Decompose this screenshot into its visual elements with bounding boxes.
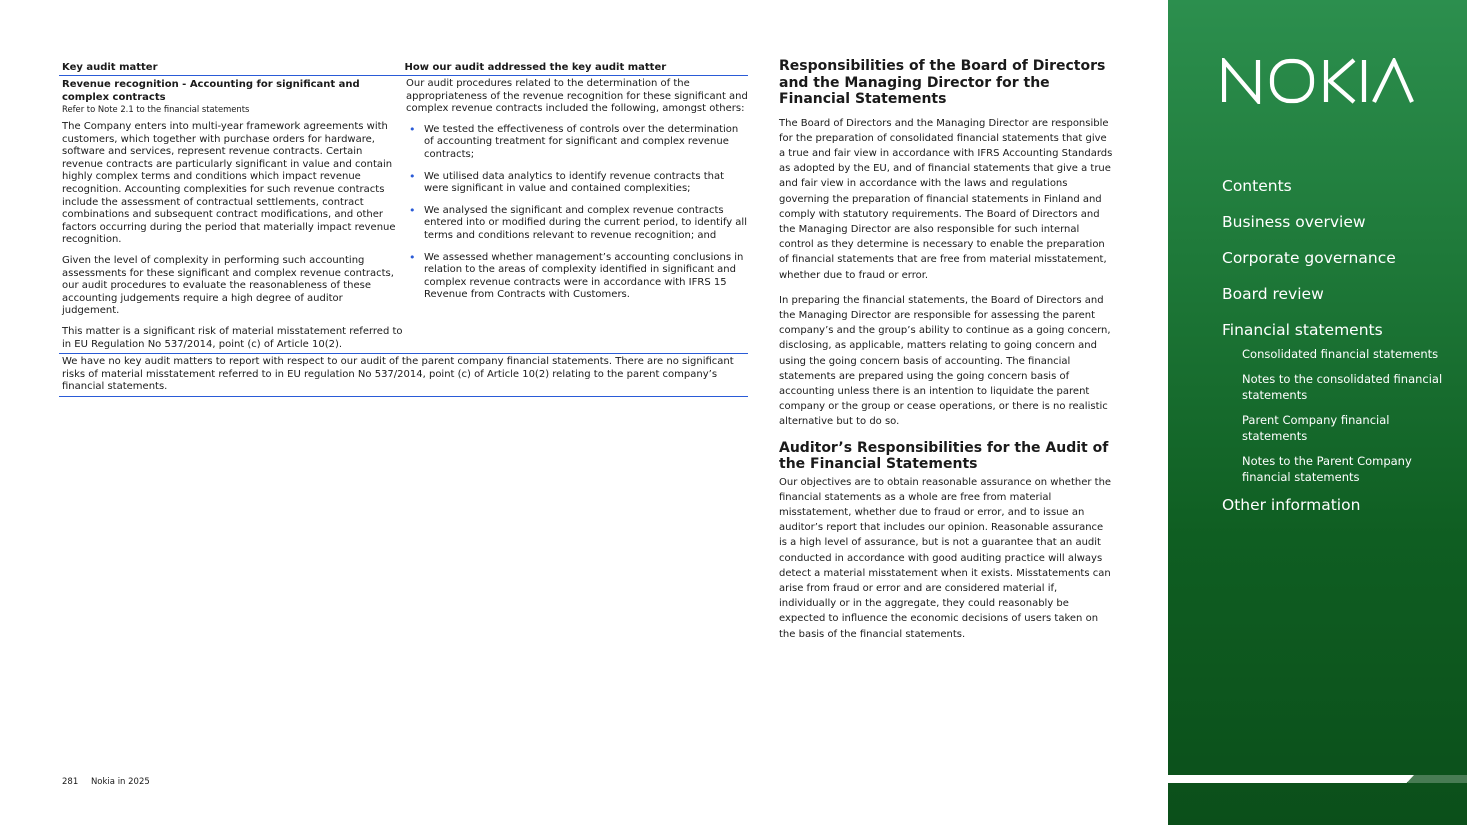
publication-name: Nokia in 2025 (90, 777, 150, 787)
progress-bar-track (1408, 775, 1467, 783)
list-item: • We assessed whether management’s accounting conclusions in relation to the areas of complexity identified in significant and complex revenue contracts were in accordance with IFRS 15 Revenue from Contracts with Customers. (406, 252, 748, 302)
nav-item-other-information[interactable]: Other information (1222, 495, 1361, 514)
section-title: Auditor’s Responsibilities for the Audit of the Financial Statements (779, 439, 1109, 473)
header-how-addressed: How our audit addressed the key audit matter (404, 62, 667, 73)
subnav-notes-parent-company[interactable]: Notes to the Parent Company financial statements (1242, 453, 1412, 484)
body-paragraph: The Board of Directors and the Managing Director are responsible for the preparation of consolidated financial statements that give a true and fair view in accordance with IFRS Accounting Standards as adopted by the EU, and of financial statements that give a true and fair view in accordance with the laws and regulations governing the preparation of financial statements in Finland and comply with statutory requirements. The Board of Directors and the Managing Director are also responsible for such internal control as they determine is necessary to enable the preparation of financial statements that are free from material misstatement, whether due to fraud or error. (779, 117, 1113, 281)
response-intro: Our audit procedures related to the determination of the appropriateness of the revenue recognition for these significant and complex revenue contracts included the following, amongst others: (406, 78, 748, 115)
sidebar-nav (1222, 176, 1452, 531)
responsibilities-column (779, 58, 1114, 652)
list-item: • We analysed the significant and complex revenue contracts entered into or modified during the current period, to identify all terms and conditions relevant to revenue recognition; and (406, 205, 748, 243)
nokia-logo[interactable] (1222, 58, 1414, 104)
progress-bar-highlight (1168, 775, 1414, 783)
key-audit-matter-table (59, 61, 748, 397)
header-key-audit-matter: Key audit matter (62, 62, 158, 73)
matter-reference: Refer to Note 2.1 to the financial statements (62, 104, 250, 114)
nav-item-business-overview[interactable]: Business overview (1222, 213, 1366, 231)
matter-paragraph: Given the level of complexity in performing such accounting assessments for these significant and complex revenue contracts, our audit procedures to evaluate the reasonableness of these accounting judgements require a high degree of auditor judgement. (62, 254, 394, 317)
matter-paragraph: The Company enters into multi-year framework agreements with customers, which together with purchase orders for hardware, software and services, represent revenue contracts. Certain revenue contracts are particularly significant in value and contain highly complex terms and conditions which impact revenue recognition. Accounting complexities for such revenue contracts include the assessment of contractual settlements, contract combinations and subsequent contract modifications, and other factors occurring during the period that materially impact revenue recognition. (62, 121, 396, 246)
nav-item-board-review[interactable]: Board review (1222, 285, 1324, 303)
body-paragraph: Our objectives are to obtain reasonable assurance on whether the financial statements as a whole are free from material misstatement, whether due to fraud or error, and to issue an auditor’s report that includes our opinion. Reasonable assurance is a high level of assurance, but is not a guarantee that an audit conducted in accordance with good auditing practice will always detect a material misstatement when it exists. Misstatements can arise from fraud or error and are considered material if, individually or in the aggregate, they could reasonably be expected to influence the economic decisions of users taken on the basis of the financial statements. (779, 476, 1112, 640)
response-bullet-list (406, 124, 748, 302)
matter-cell (59, 76, 403, 353)
nav-item-contents[interactable]: Contents (1222, 177, 1292, 195)
nav-item-financial-statements[interactable]: Financial statements (1222, 321, 1383, 339)
response-cell (403, 76, 748, 353)
list-item: • We tested the effectiveness of controls over the determination of accounting treatment for significant and complex revenue contracts; (406, 124, 748, 162)
table-header (59, 61, 748, 76)
page-footer (62, 777, 160, 787)
subnav-notes-consolidated[interactable]: Notes to the consolidated financial statements (1242, 371, 1443, 402)
list-item: • We utilised data analytics to identify revenue contracts that were significant in value and contained complexities; (406, 171, 748, 196)
table-row (59, 76, 748, 354)
subnav-parent-company-financial-statements[interactable]: Parent Company financial statements (1242, 412, 1390, 443)
body-paragraph: In preparing the financial statements, the Board of Directors and the Managing Director are responsible for assessing the parent company’s and the group’s ability to continue as a going concern, disclosing, as applicable, matters relating to going concern and using the going concern basis of accounting. The financial statements are prepared using the going concern basis of accounting unless there is an intention to liquidate the parent company or the group or cease operations, or there is no realistic alternative but to do so. (779, 294, 1111, 428)
matter-paragraph: This matter is a significant risk of material misstatement referred to in EU Regulation No 537/2014, point (c) of Article 10(2). (62, 325, 403, 350)
section-title: Responsibilities of the Board of Directors and the Managing Director for the Financial Statements (779, 58, 1106, 107)
page-number: 281 (62, 777, 79, 787)
navigation-sidebar (1168, 0, 1467, 825)
financial-statements-subnav (1222, 346, 1452, 486)
nav-item-corporate-governance[interactable]: Corporate governance (1222, 249, 1396, 267)
subnav-consolidated-financial-statements[interactable]: Consolidated financial statements (1242, 347, 1439, 361)
parent-company-note: We have no key audit matters to report with respect to our audit of the parent company financial statements. There are no significant risks of material misstatement referred to in EU regulation No 537/2014, point (c) of Article 10(2) relating to the parent company’s financial statements. (59, 354, 748, 397)
matter-title: Revenue recognition - Accounting for significant and complex contracts (62, 79, 360, 103)
